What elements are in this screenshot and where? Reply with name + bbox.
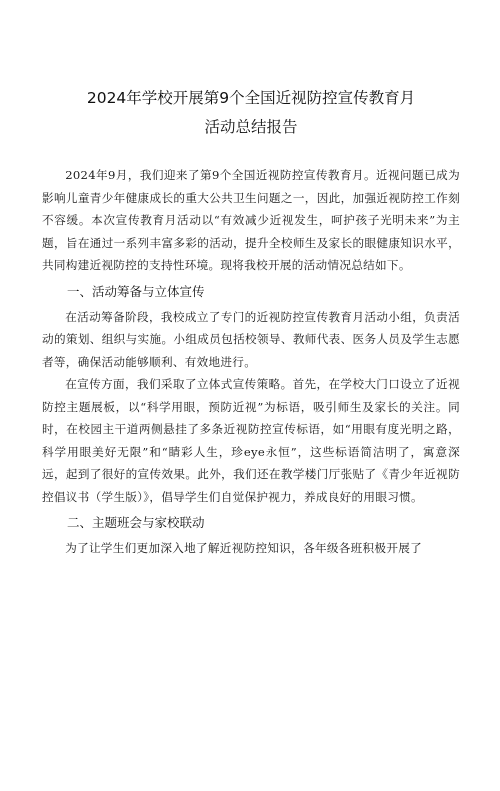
section-1-heading: 一、活动筹备与立体宣传 xyxy=(67,283,205,299)
section-1-paragraph-2: 在宣传方面，我们采取了立体式宣传策略。首先，在学校大门口设立了近视防控主题展板，以“科学用眼，预防近视”为标语，吸引师生及家长的关注。同时，在校园主干道两侧悬挂了多条近视防控宣传标语，如“用眼有度光明之路，科学用眼美好无限”和“睛彩人生，珍eye永恒”，这些标语简洁明了，寓意深远，起到了很好的宣传效果。此外，我们还在教学楼门厅张贴了《青少年近视防控倡议书（学生版）》，倡导学生们自觉保护视力，养成良好的用眼习惯。 xyxy=(42,377,460,504)
intro-paragraph: 2024年9月，我们迎来了第9个全国近视防控宣传教育月。近视问题已成为影响儿童青少年健康成长的重大公共卫生问题之一，因此，加强近视防控工作刻不容缓。本次宣传教育月活动以“有效减少近视发生，呵护孩子光明未来”为主题，旨在通过一系列丰富多彩的活动，提升全校师生及家长的眼健康知识水平，共同构建近视防控的支持性环境。现将我校开展的活动情况总结如下。 xyxy=(42,168,460,272)
title-line-2: 活动总结报告 xyxy=(204,118,298,136)
title-line-1: 2024年学校开展第9个全国近视防控宣传教育月 xyxy=(86,89,416,107)
section-1-paragraph-1: 在活动筹备阶段，我校成立了专门的近视防控宣传教育月活动小组，负责活动的策划、组织与实施。小组成员包括校领导、教师代表、医务人员及学生志愿者等，确保活动能够顺利、有效地进行。 xyxy=(42,309,460,369)
document-title xyxy=(42,84,460,142)
document-body xyxy=(42,164,460,560)
section-2-paragraph-1: 为了让学生们更加深入地了解近视防控知识，各年级各班积极开展了 xyxy=(65,541,423,555)
document-page xyxy=(0,84,500,791)
section-2-heading: 二、主题班会与家校联动 xyxy=(67,515,205,530)
